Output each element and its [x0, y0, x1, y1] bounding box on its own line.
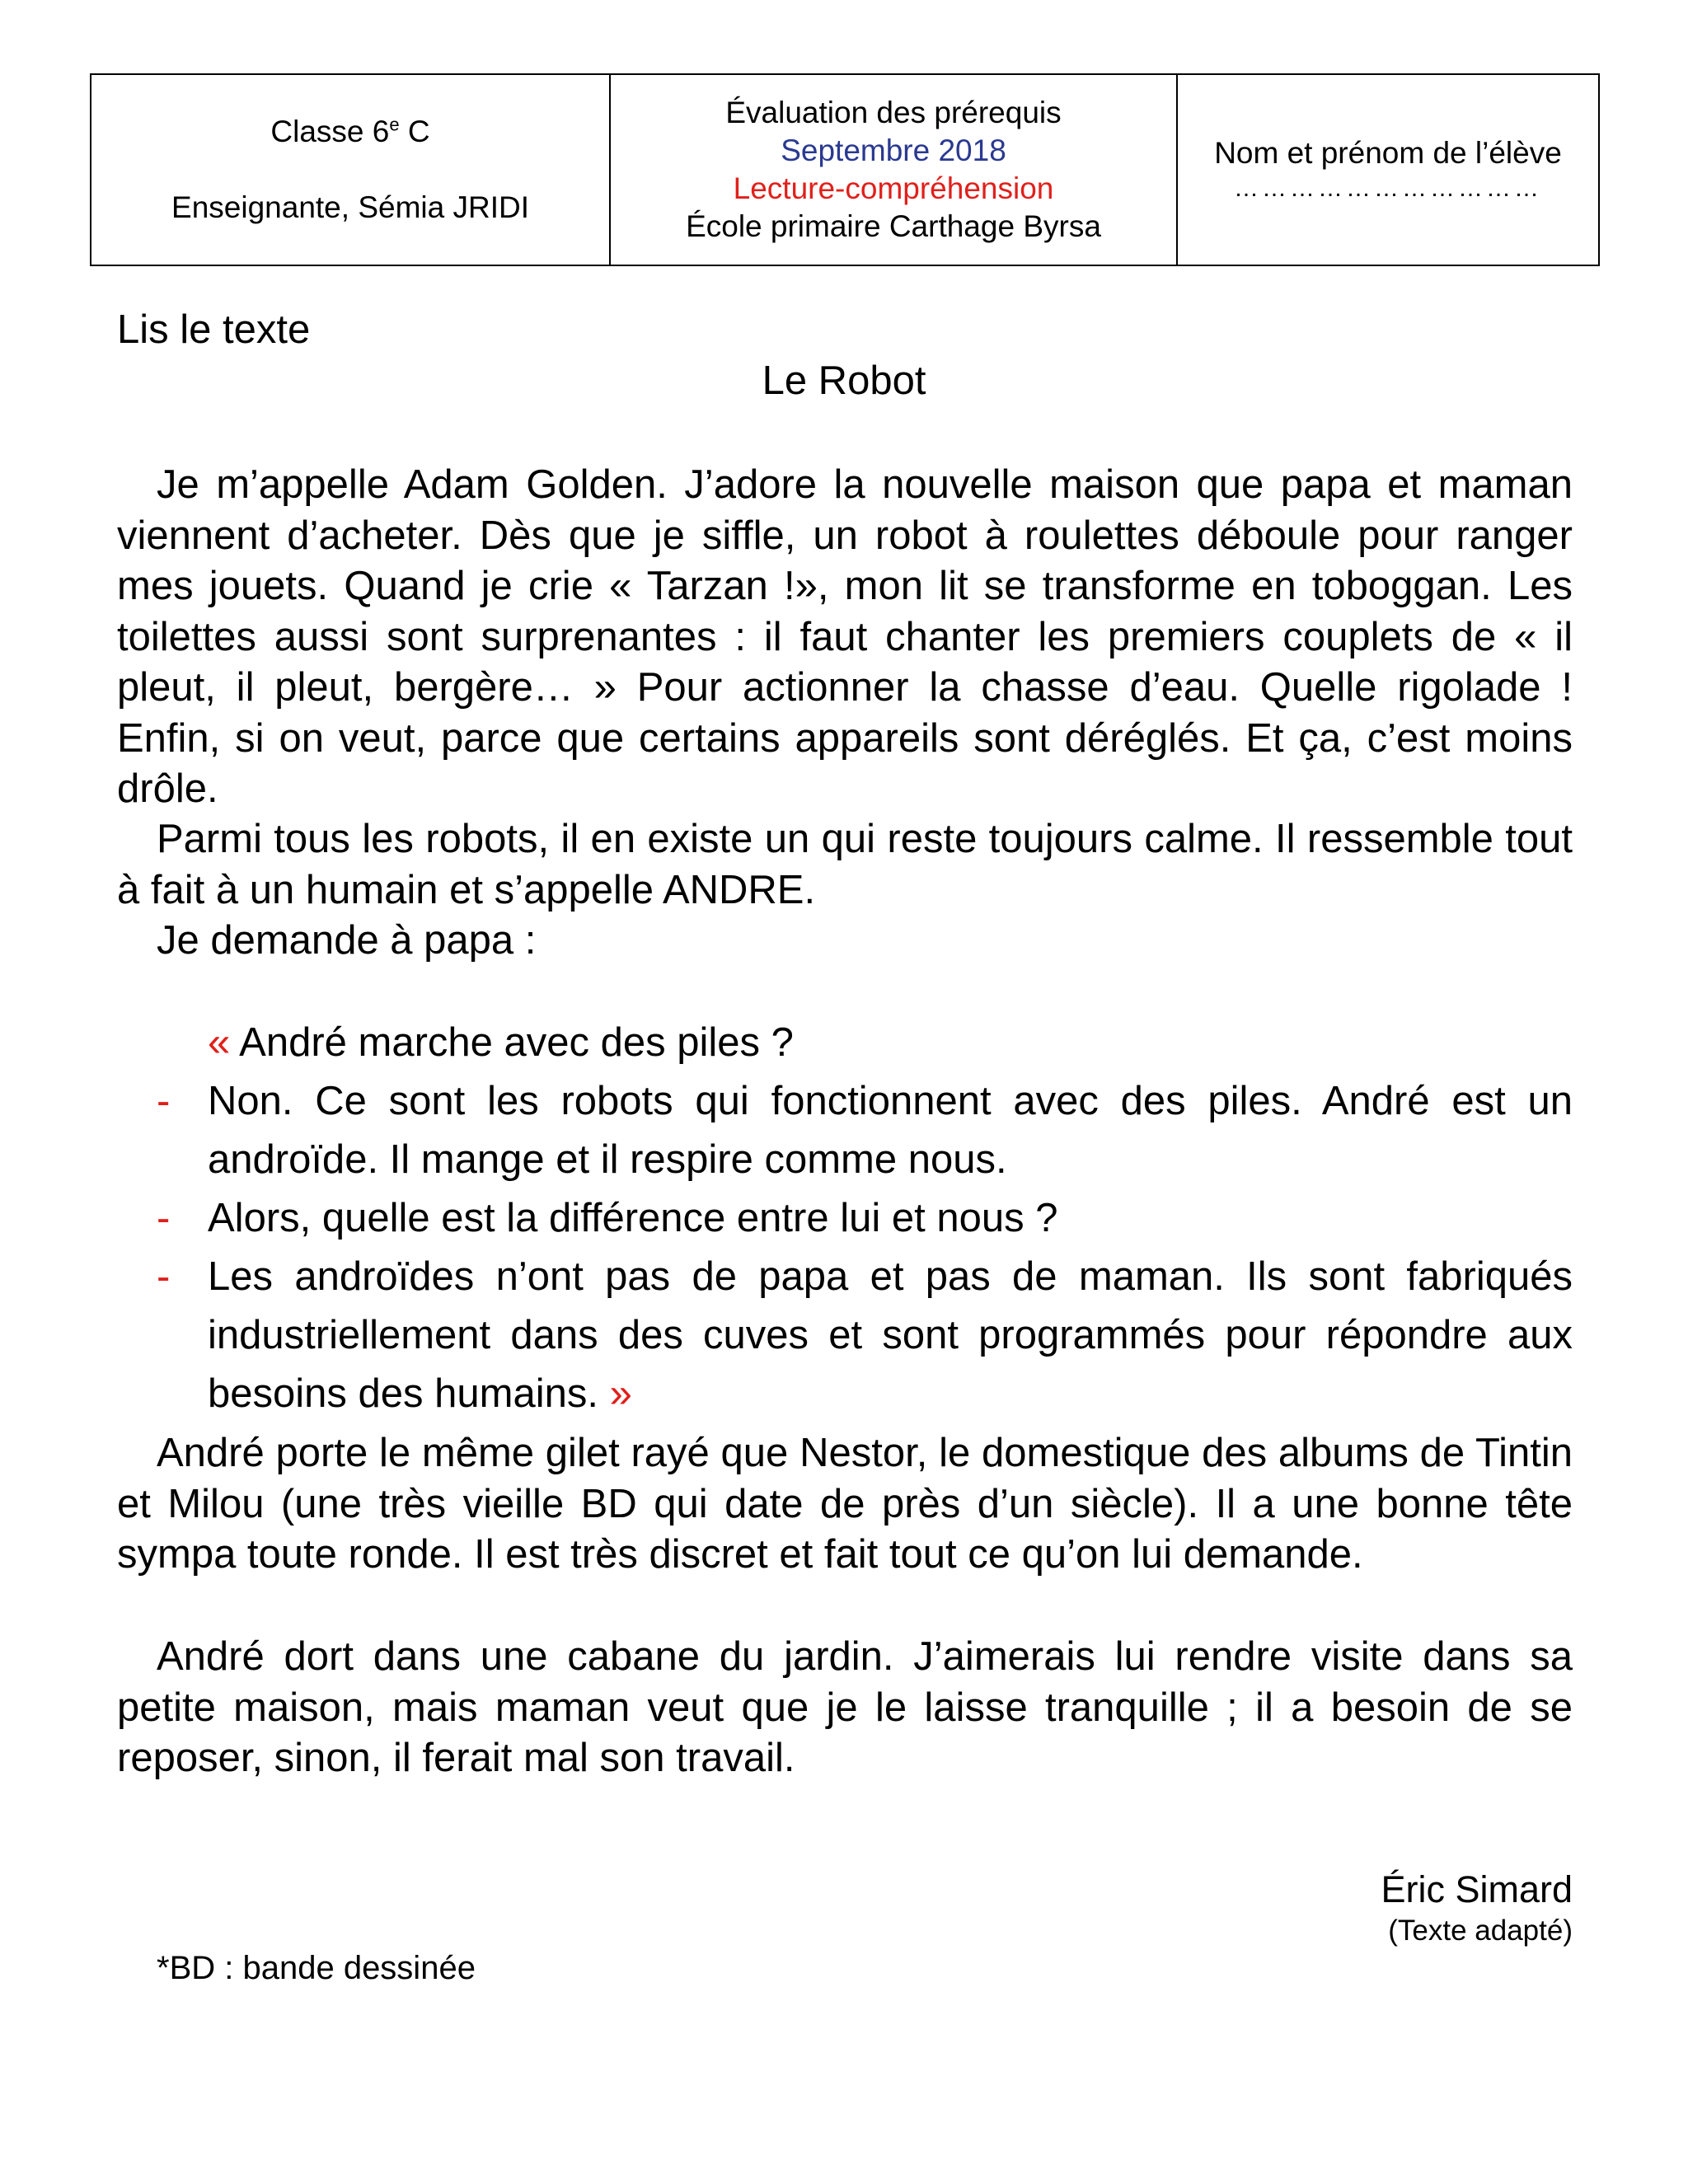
student-name-field[interactable]: ……………………………: [1234, 175, 1542, 202]
class-label: Classe 6e C: [270, 114, 430, 148]
adapted-note: (Texte adapté): [1388, 1915, 1573, 1947]
dialogue-line-1: - Non. Ce sont les robots qui fonctionnent avec des piles. André est un androïde. Il mange et il respire comme nous.: [208, 1072, 1573, 1189]
open-quote: «: [208, 1020, 231, 1065]
paragraph-4: André porte le même gilet rayé que Nestor, le domestique des albums de Tintin et Milou (une très vieille BD qui date de près d’un siècle). Il a une bonne tête sympa toute ronde. Il est très discret et fait tout ce qu’on lui demande.: [117, 1431, 1573, 1577]
paragraph-2: Parmi tous les robots, il en existe un qui reste toujours calme. Il ressemble tout à fait à un humain et s’appelle ANDRE.: [117, 817, 1573, 912]
header-table: [90, 73, 1600, 266]
school-name: École primaire Carthage Byrsa: [686, 209, 1101, 243]
teacher-name: Enseignante, Sémia JRIDI: [171, 190, 529, 224]
dialogue-line-3: - Les androïdes n’ont pas de papa et pas de maman. Ils sont fabriqués industriellement dans des cuves et sont programmés pour répondre aux besoins des humains. »: [208, 1248, 1573, 1423]
dash-marker: -: [157, 1254, 171, 1299]
text-title: Le Robot: [762, 359, 926, 403]
student-cell: [1178, 75, 1598, 265]
dialogue-line-0: « André marche avec des piles ?: [208, 1020, 794, 1065]
paragraph-5: André dort dans une cabane du jardin. J’aimerais lui rendre visite dans sa petite maison, mais maman veut que je le laisse tranquille ; il a besoin de se reposer, sinon, il ferait mal son travail.: [117, 1634, 1573, 1780]
paragraph-1: Je m’appelle Adam Golden. J’adore la nouvelle maison que papa et maman viennent d’acheter. Dès que je siffle, un robot à roulettes déboule pour ranger mes jouets. Quand je crie « Tarzan !», mon lit se transforme en toboggan. Les toilettes aussi sont surprenantes : il faut chanter les premiers couplets de « il pleut, il pleut, bergère… » Pour actionner la chasse d’eau. Quelle rigolade ! Enfin, si on veut, parce que certains appareils sont déréglés. Et ça, c’est moins drôle.: [117, 462, 1573, 811]
evaluation-cell: [611, 75, 1178, 265]
student-label: Nom et prénom de l’élève: [1214, 136, 1562, 170]
class-teacher-cell: [91, 75, 611, 265]
eval-title: Évaluation des prérequis: [725, 96, 1062, 129]
footnote: *BD : bande dessinée: [157, 1950, 476, 1986]
paragraph-3: Je demande à papa :: [157, 918, 537, 963]
close-quote: »: [609, 1371, 632, 1416]
dash-marker: -: [157, 1196, 171, 1240]
instruction: Lis le texte: [117, 307, 311, 352]
dialogue-line-2: - Alors, quelle est la différence entre lui et nous ?: [208, 1189, 1573, 1248]
eval-subject: Lecture-compréhension: [733, 171, 1054, 205]
eval-date: Septembre 2018: [781, 134, 1006, 167]
author: Éric Simard: [1381, 1868, 1573, 1910]
dash-marker: -: [157, 1079, 171, 1123]
